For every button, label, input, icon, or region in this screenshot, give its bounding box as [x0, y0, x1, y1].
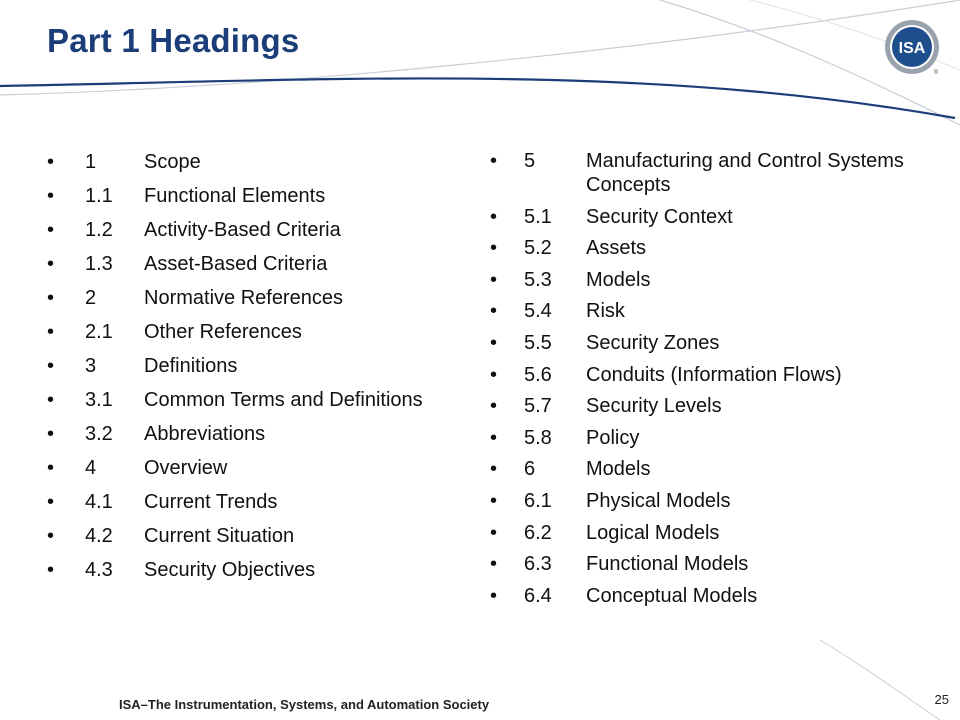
bullet-icon: •: [490, 426, 498, 449]
bullet-icon: •: [47, 559, 55, 581]
heading-number: 1.1: [85, 185, 113, 207]
bullet-icon: •: [490, 331, 498, 354]
bullet-icon: •: [490, 489, 498, 512]
heading-item: [490, 268, 920, 292]
heading-item: [490, 205, 920, 229]
heading-label: Overview: [144, 457, 228, 479]
heading-item: [47, 320, 447, 344]
bullet-icon: •: [490, 395, 498, 418]
heading-number: 2.1: [85, 321, 113, 343]
bullet-icon: •: [490, 553, 498, 576]
heading-number: 5.3: [524, 268, 552, 291]
heading-item: [47, 218, 447, 242]
heading-item: [490, 363, 920, 387]
heading-label: Security Zones: [586, 331, 720, 354]
heading-number: 5.1: [524, 205, 552, 228]
heading-label: Conceptual Models: [586, 584, 758, 607]
heading-number: 4: [85, 457, 97, 479]
heading-number: 6.2: [524, 521, 552, 544]
heading-label: Functional Elements: [144, 185, 326, 207]
heading-label: Definitions: [144, 355, 238, 377]
footer-organization: ISA–The Instrumentation, Systems, and Automation Society: [119, 697, 490, 712]
heading-label: Models: [586, 268, 651, 291]
heading-number: 6.1: [524, 489, 552, 512]
heading-number: 5.5: [524, 331, 552, 354]
heading-label: Logical Models: [586, 521, 720, 544]
right-heading-list: [490, 149, 920, 615]
heading-label: Security Context: [586, 205, 733, 228]
heading-number: 1.3: [85, 253, 113, 275]
heading-label: Models: [586, 458, 651, 481]
heading-label: Physical Models: [586, 489, 731, 512]
heading-number: 1.2: [85, 219, 113, 241]
heading-number: 5.7: [524, 395, 552, 418]
heading-item: [490, 552, 920, 576]
heading-label: Other References: [144, 321, 302, 343]
bullet-icon: •: [47, 287, 55, 309]
slide-title: Part 1 Headings: [47, 22, 300, 59]
heading-label: Policy: [586, 426, 640, 449]
heading-item: [47, 558, 447, 582]
heading-label: Common Terms and Definitions: [144, 389, 423, 411]
heading-label: Abbreviations: [144, 423, 266, 445]
heading-item: [47, 388, 447, 412]
heading-label: Normative References: [144, 287, 343, 309]
bullet-icon: •: [47, 355, 55, 377]
heading-label: Security Levels: [586, 395, 722, 418]
heading-label: Security Objectives: [144, 559, 316, 581]
bullet-icon: •: [490, 150, 498, 172]
heading-item: [490, 521, 920, 545]
heading-label: Current Trends: [144, 491, 278, 513]
heading-number: 3.1: [85, 389, 113, 411]
heading-item: [490, 457, 920, 481]
heading-number: 5: [524, 150, 536, 172]
heading-item: [47, 150, 447, 174]
bullet-icon: •: [47, 185, 55, 207]
heading-label: Conduits (Information Flows): [586, 363, 842, 386]
heading-number: 5.6: [524, 363, 552, 386]
heading-number: 5.2: [524, 237, 552, 260]
heading-item: [490, 149, 920, 197]
heading-number: 6.3: [524, 553, 552, 576]
bullet-icon: •: [47, 389, 55, 411]
bullet-icon: •: [47, 151, 55, 173]
heading-item: [490, 489, 920, 513]
bullet-icon: •: [490, 584, 498, 607]
heading-label: Asset-Based Criteria: [144, 253, 328, 275]
bullet-icon: •: [47, 491, 55, 513]
heading-number: 3.2: [85, 423, 113, 445]
heading-label: Assets: [586, 237, 647, 260]
bullet-icon: •: [47, 321, 55, 343]
heading-item: [47, 456, 447, 480]
heading-number: 3: [85, 355, 97, 377]
heading-number: 2: [85, 287, 97, 309]
bullet-icon: •: [47, 423, 55, 445]
heading-label: Risk: [586, 300, 625, 323]
heading-item: [490, 236, 920, 260]
logo-trademark: ®: [933, 70, 939, 76]
heading-item: [490, 426, 920, 450]
heading-number: 5.4: [524, 300, 552, 323]
heading-item: [47, 422, 447, 446]
heading-label: Manufacturing and Control Systems Concepts: [586, 150, 904, 196]
heading-item: [47, 252, 447, 276]
heading-number: 6.4: [524, 584, 552, 607]
heading-item: [47, 354, 447, 378]
heading-item: [47, 286, 447, 310]
bullet-icon: •: [490, 300, 498, 323]
bullet-icon: •: [490, 458, 498, 481]
heading-number: 4.2: [85, 525, 113, 547]
bullet-icon: •: [490, 521, 498, 544]
logo-text: ISA: [898, 40, 926, 57]
bullet-icon: •: [47, 219, 55, 241]
heading-item: [490, 331, 920, 355]
bullet-icon: •: [47, 253, 55, 275]
heading-label: Functional Models: [586, 553, 749, 576]
heading-item: [490, 299, 920, 323]
heading-item: [47, 184, 447, 208]
isa-logo: [883, 18, 941, 76]
bullet-icon: •: [490, 268, 498, 291]
heading-label: Activity-Based Criteria: [144, 219, 341, 241]
bullet-icon: •: [490, 237, 498, 260]
bullet-icon: •: [490, 205, 498, 228]
heading-number: 1: [85, 151, 97, 173]
heading-number: 6: [524, 458, 536, 481]
page-number: 25: [934, 692, 949, 707]
bullet-icon: •: [47, 525, 55, 547]
bullet-icon: •: [490, 363, 498, 386]
heading-number: 4.1: [85, 491, 113, 513]
swoosh-dark: [0, 78, 955, 118]
heading-number: 4.3: [85, 559, 113, 581]
heading-item: [47, 524, 447, 548]
heading-label: Current Situation: [144, 525, 295, 547]
heading-item: [490, 394, 920, 418]
heading-number: 5.8: [524, 426, 552, 449]
bullet-icon: •: [47, 457, 55, 479]
swoosh-bottom-right: [820, 640, 940, 720]
heading-label: Scope: [144, 151, 201, 173]
heading-item: [47, 490, 447, 514]
left-heading-list: [47, 150, 447, 592]
heading-item: [490, 584, 920, 608]
